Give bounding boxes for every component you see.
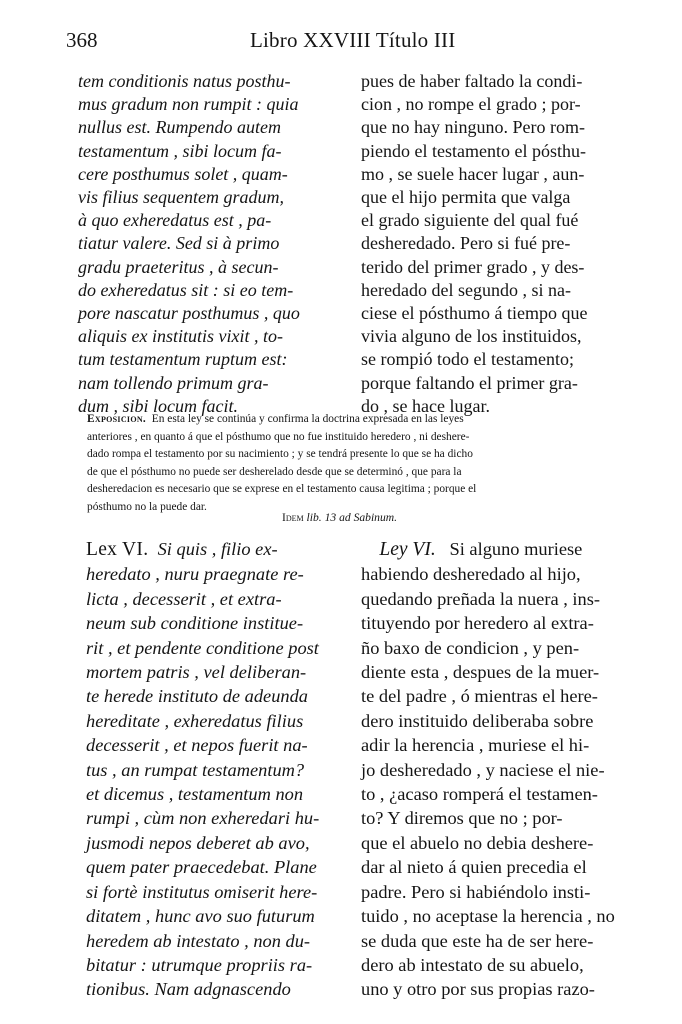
- text-line: licta , decesserit , et extra-: [86, 588, 282, 609]
- text-line: terido del primer grado , y des-: [361, 256, 585, 277]
- latin-first-line: Si quis , filio ex-: [157, 539, 278, 559]
- text-line: decesserit , et nepos fuerit na-: [86, 735, 308, 756]
- text-line: dado rompa el testamento por su nacimiento ; y se tendrá presente lo que se ha dicho: [87, 448, 473, 461]
- text-line: ño baxo de condicion , y pen-: [361, 637, 580, 658]
- spanish-first-line: Si alguno muriese: [449, 539, 583, 559]
- text-line: dero ab intestato de su abuelo,: [361, 954, 584, 975]
- latin-line: [86, 537, 348, 562]
- text-line: te herede instituto de adeunda: [86, 686, 308, 707]
- text-line: quedando preñada la nuera , ins-: [361, 588, 600, 609]
- text-line: porque faltando el primer gra-: [361, 372, 578, 393]
- text-line: do exheredatus sit : si eo tem-: [78, 279, 294, 300]
- text-line: dar al nieto á quien precedia el: [361, 857, 587, 878]
- text-line: cere posthumus solet , quam-: [78, 163, 288, 184]
- text-line: jo desheredado , y naciese el nie-: [361, 759, 605, 780]
- text-line: mus gradum non rumpit : quia: [78, 94, 299, 115]
- text-line: hereditate , exheredatus filius: [86, 710, 304, 731]
- text-line: vivia alguno de los instituidos,: [361, 326, 582, 347]
- text-line: desheredado. Pero si fué pre-: [361, 233, 571, 254]
- text-line: mortem patris , vel deliberan-: [86, 662, 307, 683]
- text-line: to , ¿acaso romperá el testamen-: [361, 784, 598, 805]
- text-line: tiatur valere. Sed si à primo: [78, 233, 280, 254]
- page-number: 368: [66, 28, 98, 52]
- text-line: to? Y diremos que no ; por-: [361, 808, 563, 829]
- spanish-line: [361, 537, 627, 562]
- text-line: gradu praeteritus , à secun-: [78, 256, 279, 277]
- attribution-reference: lib. 13 ad Sabinum.: [306, 511, 398, 524]
- latin-text-lex-vi: [86, 537, 348, 1002]
- text-line: piendo el testamento el pósthu-: [361, 140, 586, 161]
- text-line: quem pater praecedebat. Plane: [86, 857, 317, 878]
- text-line: pues de haber faltado la condi-: [361, 71, 583, 91]
- text-line: anteriores , en quanto á que el pósthumo que no fue instituido heredero , ni deshere-: [87, 430, 470, 443]
- text-line: te del padre , ó mientras el here-: [361, 686, 598, 707]
- text-line: do , se hace lugar.: [361, 395, 490, 416]
- spanish-text-ley-vi: [361, 537, 627, 1002]
- latin-text-top: [78, 70, 346, 418]
- text-line: à quo exheredatus est , pa-: [78, 210, 272, 231]
- ley-heading: Ley VI.: [379, 539, 436, 560]
- text-line: heredato , nuru praegnate re-: [86, 564, 304, 585]
- spanish-lines: [361, 562, 627, 1001]
- text-line: rit , et pendente conditione post: [86, 637, 319, 658]
- text-line: que no hay ninguno. Pero rom-: [361, 117, 585, 138]
- exposicion-commentary: [87, 411, 625, 517]
- exposicion-first-line: En esta ley se continúa y confirma la doctrina expresada en las leyes: [151, 413, 464, 425]
- text-line: uno y otro por sus propias razo-: [361, 979, 595, 1000]
- text-line: padre. Pero si habiéndolo insti-: [361, 881, 591, 902]
- text-line: se duda que este ha de ser here-: [361, 930, 594, 951]
- text-line: si fortè institutus omiserit here-: [86, 881, 318, 902]
- text-line: heredado del segundo , si na-: [361, 279, 571, 300]
- text-line: adir la herencia , muriese el hi-: [361, 735, 590, 756]
- text-line: desheredacion es necesario que se exprese en el testamento causa legitima ; porque el: [87, 483, 477, 496]
- text-line: habiendo desheredado al hijo,: [361, 564, 581, 585]
- text-line: pore nascatur posthumus , quo: [78, 303, 300, 324]
- text-line: mo , se suele hacer lugar , aun-: [361, 163, 585, 184]
- text-line: cion , no rompe el grado ; por-: [361, 94, 581, 115]
- text-line: que el abuelo no debia deshere-: [361, 832, 594, 853]
- text-line: tum testamentum ruptum est:: [78, 349, 288, 370]
- text-line: diente esta , despues de la muer-: [361, 662, 600, 683]
- text-line: heredem ab intestato , non du-: [86, 930, 311, 951]
- text-line: tituyendo por heredero al extra-: [361, 613, 594, 634]
- text-line: testamentum , sibi locum fa-: [78, 140, 282, 161]
- lex-heading: Lex VI.: [86, 539, 149, 560]
- text-line: se rompió todo el testamento;: [361, 349, 574, 370]
- text-line: que el hijo permita que valga: [361, 187, 571, 208]
- text-line: jusmodi nepos deberet ab avo,: [86, 832, 310, 853]
- text-line: dero instituido deliberaba sobre: [361, 710, 594, 731]
- text-line: bitatur : utrumque propriis ra-: [86, 954, 313, 975]
- text-line: ciese el pósthumo á tiempo que: [361, 303, 588, 324]
- text-line: tionibus. Nam adgnascendo: [86, 979, 291, 1000]
- page-header: [66, 28, 624, 56]
- text-line: pósthumo no la puede dar.: [87, 500, 207, 513]
- text-line: tem conditionis natus posthu-: [78, 71, 291, 91]
- text-line: et dicemus , testamentum non: [86, 784, 304, 805]
- attribution-author: Idem: [282, 511, 304, 524]
- latin-lines: [86, 562, 348, 1001]
- text-line: vis filius sequentem gradum,: [78, 187, 284, 208]
- text-line: nam tollendo primum gra-: [78, 372, 269, 393]
- text-line: tuido , no aceptase la herencia , no: [361, 906, 615, 927]
- text-line: de que el pósthumo no puede ser desherelado desde que se determinó , que para la: [87, 465, 462, 478]
- text-line: rumpi , cùm non exheredari hu-: [86, 808, 320, 829]
- text-line: dum , sibi locum facit.: [78, 395, 238, 416]
- exposicion-line: [87, 411, 625, 429]
- exposicion-label: Exposicion.: [87, 413, 147, 425]
- spanish-text-top: [361, 70, 627, 418]
- text-line: nullus est. Rumpendo autem: [78, 117, 281, 138]
- text-line: el grado siguiente del qual fué: [361, 210, 579, 231]
- text-line: aliquis ex institutis vixit , to-: [78, 326, 283, 347]
- text-line: tus , an rumpat testamentum?: [86, 759, 305, 780]
- running-title: Libro XXVIII Título III: [250, 28, 456, 52]
- text-line: ditatem , hunc avo suo futurum: [86, 906, 315, 927]
- text-line: neum sub conditione institue-: [86, 613, 304, 634]
- source-attribution: [282, 511, 397, 524]
- exposicion-lines: [87, 429, 625, 517]
